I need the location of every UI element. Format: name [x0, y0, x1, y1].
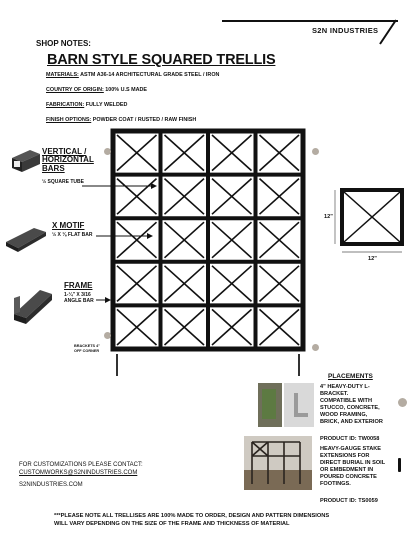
callout-bars-title: VERTICAL / HORIZONTAL BARS	[42, 147, 94, 173]
stake-photo	[244, 436, 312, 490]
contact-email[interactable]: CUSTOMWORKS@S2NINDUSTRIES.COM	[19, 470, 138, 476]
callout-xmotif-sub: ½ X ⅛ FLAT BAR	[52, 232, 93, 238]
callout-xmotif-title: X MOTIF	[52, 221, 85, 230]
page-title: BARN STYLE SQUARED TRELLIS	[47, 52, 276, 68]
placement-bolt-icon	[398, 398, 407, 407]
detail-height-label: 12"	[324, 214, 333, 220]
brand-name: S2N INDUSTRIES	[312, 26, 379, 35]
l-bracket-photo	[258, 383, 314, 427]
stake-product-id: PRODUCT ID: TS0059	[320, 498, 378, 504]
spec-fabrication: FABRICATION: FULLY WELDED	[46, 102, 128, 108]
spec-origin: COUNTRY OF ORIGIN: 100% U.S MADE	[46, 87, 147, 93]
stake-icon	[398, 458, 401, 472]
website-link[interactable]: S2NINDUSTRIES.COM	[19, 482, 83, 488]
spec-finish: FINISH OPTIONS: POWDER COAT / RUSTED / RAW FINISH	[46, 117, 197, 123]
detail-panel-drawing	[332, 184, 414, 264]
bracket-product-id: PRODUCT ID: TW0058	[320, 436, 380, 442]
footer-note-line2: WILL VARY DEPENDING ON THE SIZE OF THE FRAME AND THICKNESS OF MATERIAL	[54, 521, 290, 527]
callout-frame-sub: 1-¼" X 3/16 ANGLE BAR	[64, 292, 94, 305]
shop-notes-label: SHOP NOTES:	[36, 39, 91, 48]
placements-heading: PLACEMENTS	[328, 373, 373, 380]
stake-description: HEAVY-GAUGE STAKE EXTENSIONS FOR DIRECT BURIAL IN SOIL OR EMBEDMENT IN POURED CONCRETE FOOTINGS.	[320, 446, 386, 487]
brackets-note: BRACKETS 4" OFF CORNER	[74, 344, 101, 353]
callout-frame-title: FRAME	[64, 281, 93, 290]
spec-materials: MATERIALS: ASTM A36-14 ARCHITECTURAL GRADE STEEL / IRON	[46, 72, 220, 78]
footer-note-line1: ***PLEASE NOTE ALL TRELLISES ARE 100% MADE TO ORDER, DESIGN AND PATTERN DIMENSIONS	[54, 513, 330, 519]
detail-width-label: 12"	[368, 256, 377, 262]
callout-bars-sub: ½ SQUARE TUBE	[42, 179, 84, 185]
bracket-description: 4" HEAVY-DUTY L- BRACKET. COMPATIBLE WITH STUCCO, CONCRETE, WOOD FRAMING, BRICK, AND EXTERIOR	[320, 384, 383, 425]
contact-line: FOR CUSTOMIZATIONS PLEASE CONTACT:	[19, 462, 143, 468]
